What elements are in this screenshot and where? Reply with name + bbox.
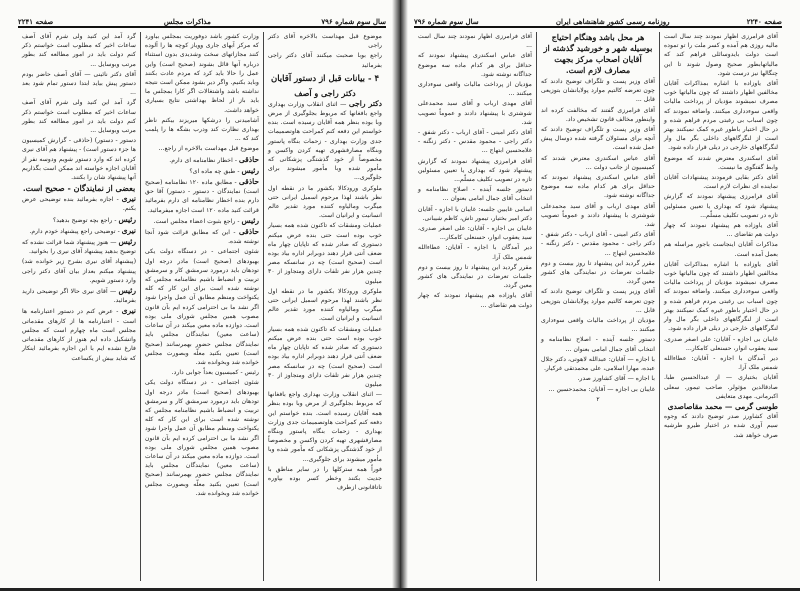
paragraph: — اثنای انقلاب وزارت بهداری واجع بافغانها که مربوط بجلوگیری از مرض وبا بوده بنظر همه آقایان رسیده است. بنده خواستم این دفعه کنم کمراحت هاوتصمیمات جدی وزارت بهداری - زحمات بنگاه پاستور وبنگاه مصارفشهری تهیه کردن واکسن و مخصوصاً از خود گذشتگی پزشکانی که مأمور شده وبا مأمور میشوند برای جلوگیری... (268, 391, 382, 463)
paragraph: آقای دکتر امینی - آقای ارباب - دکتر شفق - دکتر راجی - محمود مقدس - دکتر زنگنه - غلامحسین ابتهاج ... (541, 231, 655, 257)
speech-text: هنوز پیشنهاد شما قرائت نشده که توضیح بدهید پیشنهاد آقای نیری را بخوانید. (22, 239, 136, 256)
vote-line: با اجازه — آقای کشاورز صدر. (577, 375, 655, 383)
speaker-line (268, 99, 382, 183)
paragraph: دیر آمدگان با اجازه - آقایان: عطاءالله شمس ملک آرا. (664, 354, 778, 372)
speaker-line: نیری - اجازه بفرمائید بنده توضیحی عرض بکنم. (22, 194, 136, 213)
left-page-number: صفحه ۲۲۴۱ (18, 17, 54, 26)
paragraph: آقای مهدی ارباب و آقای سید محمدعلی شوشتری با پیشنهاد دادند و عموماً تصویب شد. (418, 100, 532, 126)
right-page (400, 0, 800, 591)
speech-text: راجع بثبوت اعضاء مجلس است. (153, 217, 236, 225)
speaker-name: حاذقی (238, 154, 259, 164)
speaker-line: رئیس - راجع بثبوت اعضاء مجلس است. (153, 215, 259, 225)
paragraph: آقای دکتر امینی - آقای ارباب - دکتر شفق - دکتر راجی - محمود مقدس - دکتر زنگنه - غلامحسین ابتهاج ... (418, 129, 532, 155)
paragraph: عملیات ومشقات که تاکنون شده همه بسیار خوب بوده است حتی بنده عرض میکنم دستوری که صادر شده که تاپایان چهار ماه ضعف آنتی قرار دهند دوبرابر اداره بیاد بوده است (صحیح است) چه در سانسکه مصر چندین هزار نفر تلفات دارای ومتجاوز از ۳۰ میلیون (268, 325, 382, 388)
paragraph: آقای وزیر پست و تلگراف توضیح دادند که چون تعرضه کالتیم موارد پولایانشان بتوزیعی قابل ... (541, 78, 655, 104)
paragraph: دستور جلسه آینده - اصلاح نظامنامه و انتخاب آقای جمال امامی بعنوان ... (418, 186, 532, 203)
paragraph: هر محل باشد وهنگام احتیاج بوسیله شهر و خورشید گذشته از آقایان اصحاب مرکز بجهت مصارف لازم است. (543, 32, 653, 75)
speaker-line: نیری - توضیحی راجع پیشنهاد خودم دارم. (29, 225, 136, 235)
paragraph: اسامی غایبین جلسه: غایبان با اجازه - آقایان دکتر امیر بختیار، تیمور تاش، کاظم شیبانی. (418, 205, 532, 222)
paragraph: آقای وزیر پست و تلگراف توضیح دادند که چون تعرضه کالتیم موارد پولایانشان بتوزیعی قابل ... (541, 288, 655, 314)
speaker-name: رئیس (241, 165, 259, 175)
paragraph: آقایان بختیاری — از عبدالحسین طبا. صادقالدین مؤثولر. صاحب تیمور. سعلی اکبرمانی. مهدی متعایفی (664, 374, 778, 400)
paragraph: آقای یاوزاده با اشاره بمذاکرات آقایان مخالفین اظهار داشتند که چون مالیاتها خوب مصرف نمیشوند مؤدیان از پرداخت مالیات واقعی سوءدداری میکنند. واضافه نمودند که چون اسباب بی رغبتی مردم فراهم شده و در حال اختیار باطور غیره کمک نمیکنند بهتر است از لنگرگاههای داخلی بگر مال وار لنگرگاههای خارجی در دیلی قرار داده شود. (664, 260, 778, 333)
speaker-name: رئیس (118, 214, 136, 224)
paragraph: موضوع قبل مهداست بالاخره از راجع... (158, 145, 259, 153)
speech-text: اخطار نظامنامه ای دارم. (169, 156, 233, 164)
paragraph: طوسی گرمی — محمد مقاصاصدی (667, 401, 778, 411)
speaker-line: رئیس - راجع بچه توضیح بدهید؟ (52, 214, 136, 224)
paragraph: شئون اجتماعی - در دستگاه دولت یکی بهبودهای (صحیح است) مادر درجه اول تودهان باید درمورد سرمشق کار و سرمشق تربیت و انضباط باشیم نظامنامه مجلس که نوشته شده است برای این کار که کله یکنواخت ومنظم مطابق آن عمل واجرا شود اگر نشد ما بی احترامی کرده ایم بآن قانون مصوب همین مجلس شورای ملی بوده است. دوازده ماده معین میکند در آن ساعات (ساعت معین) نمایندگان مجلس باید نمایندگان مجلس حضور بهمرسانند (صحیح است) تعیین بکنید معلّه وبصورت مجلس خوانده شد وبخوانده شد. (145, 248, 259, 366)
paragraph: دستور جلسه آینده - اصلاح نظامنامه و انتخاب آقای جمال امامی بعنوان ... (541, 336, 655, 353)
left-issue-number: سال سوم شماره ۷۹۶ (321, 17, 386, 26)
paragraph: آقای اسکندری معترض شدند که موضوع وابط گفتگوی ما نیست. (664, 154, 778, 171)
paragraph: غایبان بی اجازه - آقایان: علی اصغر صدری، سید یعقوب انوار، حسنعلی کامکار... (418, 225, 532, 242)
right-issue-number: سال سوم شماره ۷۹۶ (414, 17, 479, 26)
speech-text: آقای نیری حالا اگر توضیحی دارید بفرمائید. (22, 288, 136, 305)
paragraph: ملوکری ورودکالا بکشور ما در نقطه اول نظر باشند لهذا مرحوم اسمیل ایرانی حتی میگرب ومالیاوه کننده مورد تقدیر عالم انسانیت و ایرانیان است. (268, 287, 382, 323)
speaker-line: رئیس — هنوز پیشنهاد شما قرائت نشده که توضیح بدهید پیشنهاد آقای نیری را بخوانید. (22, 237, 136, 256)
paragraph: ملوکری ورودکالا بکشور ما در نقطه اول نظر باشند لهذا مرحوم اسمیل ایرانی حتی میگرب ومالیاوه کننده مورد تقدیر عالم انسانیت و ایرانیان است. (268, 184, 382, 220)
paragraph: موضوع قبل مهداست بالاخره آقای دکتر راجی (268, 33, 382, 50)
speaker-line: حاذقی - اخطار نظامنامه ای دارم. (169, 154, 259, 164)
right-page-number: صفحه ۲۲۴۰ (746, 17, 782, 26)
speech-text: — اثنای انقلاب وزارت بهداری واجع بافغانها که مربوط بجلوگیری از مرض وبا بوده بنظر همه آقایان رسیده است. بنده خواستم این دفعه کنم کمراحت هاوتصمیمات جدی وزارت بهداری - زحمات بنگاه پاستور وبنگاه مصارفشهری تهیه کردن واکسن و مخصوصاً از خود گذشتگی پزشکانی که مأمور شده وبا مأمور میشوند برای جلوگیری... (268, 100, 382, 182)
speech-text: توضیحی راجع پیشنهاد خودم دارم. (29, 227, 116, 235)
speaker-line: رئیس — آقای نیری حالا اگر توضیحی دارید بفرمائید. (22, 286, 136, 305)
speaker-name: رئیس (118, 286, 136, 296)
speaker-name: رئیس (118, 237, 136, 247)
speaker-line: نیری - عرض کنم در دستور اعتبارنامه ها است - اعتبارنامه ها از کارهای مقدماتی مجلس است ماه چهارم است که مجلس واتشکیل داده ایم هنوز از کارهای مقدماتی فارغ نشده ایم با این اجازه بفرمائید اینکار که شاید بیش از یکساعت (22, 306, 136, 362)
paragraph: آقای فرامرزی پیشنهاد نمودند که گزارش پیشنهاد شود که بهداری یا تعیین مسئولین تازه در تصویب تکلیف مسلّم... (418, 157, 532, 184)
right-columns (414, 32, 782, 581)
paragraph: آقای فرامرزی پیشنهاد نمودند که گزارش پیشنهاد شود که بهداری یا تعیین مسئولین تازه در تصویب تکلیف مسلّم... (664, 193, 778, 219)
right-page-title: روزنامه رسمی کشور شاهنشاهی ایران (555, 17, 670, 26)
left-col-2 (140, 32, 263, 581)
paragraph: گرد آمد این کنید ولی شرم آقای آصف ساعات اخیر که مطلوب است خواستم ذکر کنم دولت باید در امور مطالعه کند بطور مرتب وبوسایل ... (22, 99, 136, 135)
paragraph: آقای یاوزاده هم پیشنهاد نمودند که چهار دولت هم تقاضای ... (418, 292, 532, 309)
speaker-name: رئیس (241, 215, 259, 225)
vote-line: با اجازه — آقایان: عبدالله لاهوتی، دکتر جلال عبده، مهارا اسلامی، علی محمدتقی غرکیار. (541, 355, 655, 373)
right-col-2 (536, 32, 659, 581)
paragraph: آقای یاوزاده هم پیشنهاد نمودند که چهار دولت هم تقاضای ... (664, 222, 778, 239)
paragraph: غایبان بی اجازه - آقایان: علی اصغر صدری، سید یعقوب انوار، حسنعلی کامکار... (664, 335, 778, 352)
paragraph: گرد آمد این کنید ولی شرم آقای آصف ساعات اخیر که مطلوب است خواستم ذکر کنم دولت باید در امور مطالعه کند بطور مرتب وبوسایل ... (22, 33, 136, 68)
paragraph: راجع بوبا صحبت میکنند آقای دکتر راجی بفرمائید (268, 52, 382, 69)
speaker-name: حاذقی (238, 227, 259, 237)
vote-line: غایبان بی اجازه — آقایان: محمدحسین ... (548, 385, 655, 393)
section-heading: بعضی از نمایندگان - صحیح است. (22, 183, 136, 194)
speaker-name: دکتر راجی (348, 98, 382, 108)
paragraph: شئون اجتماعی - در دستگاه دولت یکی بهبودهای (صحیح است) مادر درجه اول تودهان باید درمورد سرمشق کار و سرمشق تربیت و انضباط باشیم نظامنامه مجلس که نوشته شده است برای این کار که کله یکنواخت ومنظم مطابق آن عمل واجرا شود اگر نشد ما بی احترامی کرده ایم بآن قانون مصوب همین مجلس شورای ملی بوده است. دوازده ماده معین میکند در آن ساعات (ساعت معین) نمایندگان مجلس باید نمایندگان مجلس حضور بهمرسانند (صحیح است) تعیین بکنید معلّه وبصورت مجلس خوانده شد وبخوانده شد. (145, 379, 259, 497)
paragraph: آقای دکتر بقایی فرمودند پیشنهادات آقایان نماینده ای نظرات لازم است. (664, 174, 778, 191)
speaker-line: حاذقی - مطابق ماده ۱۲۰ نظامنامه (صحیح است) نمایندگان - دستور - دستور) آقا حق دارم بنده اخطار نظامنامه ای دارم بفرمائید قرائت کنید ماده ۱۲۰ است اجازه میفرمائید. (145, 177, 259, 214)
header-rule (414, 26, 782, 28)
gutter-shadow (400, 0, 408, 591)
paragraph: مقرر گردید این پیشنهاد تا روز بیست و دوم جلسات تعرضات در نمایندگی های کشور معین گردد. (541, 259, 655, 286)
paragraph: آقای کشاورز صدر توضیح دادند که وجوه سیم آوری شده در اختیار طیرو طرشیه صرف خواهد شد. (664, 413, 778, 439)
speaker-line: حاذقی - این که مطابق قرائت شود آنجا نوشته شده. (145, 227, 259, 246)
paragraph: آقای فرامرزی اظهار نمودند چند سال است مالیه روزی هم آمده و کسر ملت را تو تموده است دولت بایدوسائلی فراهم کند که مالیاتهابطور صحیح وصول شوند تا این چنگالها نیز درست شود. (664, 33, 778, 77)
left-columns (18, 32, 386, 581)
paragraph: فوراً همه سترکلها را در سایر مناطق با جدیت بکنند وخطر کسر بوده بپاوره تاتاقانونی ازطرف (268, 465, 382, 492)
speech-text: اجازه بفرمائید بنده توضیحی عرض بکنم. (22, 196, 136, 213)
gutter-shadow (392, 0, 400, 591)
speech-text: مطابق ماده ۱۲۰ نظامنامه (صحیح است) نمایندگان - دستور - دستور) آقا حق دارم بنده اخطار نظامنامه ای دارم بفرمائید قرائت کنید ماده ۱۲۰ است اجازه میفرمائید. (145, 179, 259, 214)
paragraph: آقای عباس اسکندری پیشنهاد نمودند که حداقل برای هر کدام ماده سه موضوع جداگانه نوشته شود. (418, 52, 532, 78)
right-col-1 (414, 32, 536, 581)
paragraph: دستور - دستور) (حاذقی - گزارش کمیسیون ها جزء دستور است) - پیشنهاد هم آقای نیری کرده اند که وارد دستور شویم ودوسه نفر از آقایان اجازه خواسته اند ممکن است بگذاریم آنها پیشنهاد شان را بکنند. (22, 137, 136, 182)
paragraph: آقای فرامرزی اظهار نمودند چند سال است ... (418, 33, 532, 50)
speaker-name: نیری (121, 306, 136, 316)
paragraph: (پیشنهاد آقای نیری بشرح زیر خوانده شد) پیشنهاد میکنم بعداز بیان آقای دکتر راجی وارد دستور شویم. (22, 258, 136, 284)
paragraph: آقای یاوزاده با اشاره بمذاکرات آقایان مخالفین اظهار داشتند که چون مالیاتها خوب مصرف نمیشوند مؤدیان از پرداخت مالیات واقعی سوءدداری میکنند. واضافه نمودند که چون اسباب بی رغبتی مردم فراهم شده و در حال اختیار باطور غیره کمک نمیکنند بهتر است از لنگرگاههای داخلی بگر مال وار لنگرگاههای خارجی در دیلی قرار داده شود. (664, 80, 778, 152)
paragraph: وزارت کشور باشد دوفوریت بمجلس بیاورد که مرکز آبهای جاری وویاز کوچه ها را آلوده کنند مجازاتهای سخت وشدیدی بدون استثناء درباره آنها قائل بشوند (صحیح است) واین عمل را حالا باید کرد که مردم عادت بکنند وباید بکنیم. واگر دیر بشود ممکن است نتیجه نداشته باشد واشتغالات اگر کارا بمجلس ما باید باز از لحاظ بهداشتی نتایج بسیاری خواهد داشت. (145, 33, 259, 114)
paragraph: آقای دکتر نائینی — آقای آصف حاضر بودم دستور پیش بیاید ابتدا دستور تمام شود بعد ... (22, 70, 136, 97)
speech-text: عرض کنم در دستور اعتبارنامه ها است - اعتبارنامه ها از کارهای مقدماتی مجلس است ماه چهارم است که مجلس واتشکیل داده ایم هنوز از کارهای مقدماتی فارغ نشده ایم با این اجازه بفرمائید اینکار که شاید بیش از یکساعت (22, 308, 136, 362)
paragraph: مؤدیان از پرداخت مالیات واقعی سوءداری میکنند ... (418, 81, 532, 98)
speaker-name: نیری (121, 225, 136, 235)
paragraph: آقای عباس اسکندری پیشنهاد نمودند که حداقل برای هر کدام ماده سه موضوع جداگانه نوشته شود. (541, 174, 655, 200)
right-page-header (414, 8, 782, 26)
left-page-title: مذاکرات مجلس (163, 17, 211, 26)
right-col-3 (659, 32, 782, 581)
section-title: ۴ - بیانات قبل از دستور آقایان (270, 73, 380, 84)
paragraph: آقای عباس اسکندری معترض شدند که کمیسیون از جانب دولت ... (541, 154, 655, 171)
left-col-3 (263, 32, 386, 581)
paragraph: مقرر گردید این پیشنهاد تا روز بیست و دوم جلسات تعرضات در نمایندگی های کشور معین گردد. (418, 263, 532, 290)
speaker-line: رئیس - طبق چه ماده ای؟ (189, 165, 259, 175)
paragraph: آقای مهدی ارباب و آقای سید محمدعلی شوشتری با پیشنهاد دادند و عموماً تصویب شد. (541, 202, 655, 229)
speech-text: این که مطابق قرائت شود آنجا نوشته شده. (145, 229, 259, 246)
speaker-name: حاذقی (238, 177, 259, 187)
paragraph: آشامیدنی را درشکها میریزند بیکنم ناظر بهداری نظارت کند ودرب بشگه ها را پلمب کند که ... (145, 116, 259, 143)
paragraph: آقای فرامرزی گفتند که مخالفت کرده اند واینطور مخالف قانون تشخیص داد. (541, 106, 655, 123)
left-col-1 (18, 32, 140, 581)
page-marker: ۲ (596, 395, 600, 403)
paragraph: رئیس - کمیسیون بعداً جوابی دارد. (171, 369, 259, 377)
paragraph: آقای وزیر پست و تلگراف توضیح دادند که آنچه برای مسئولان گرفته شده دوسال پیش عمل شده است. (541, 126, 655, 152)
header-rule (18, 26, 386, 28)
speaker-name: نیری (121, 194, 136, 204)
paragraph: عملیات ومشقات که تاکنون شده همه بسیار خوب بوده است حتی بنده عرض میکنم دستوری که صادر شده که تاپایان چهار ماه ضعف آنتی قرار دهند دوبرابر اداره بیاد بوده است (صحیح است) چه در سانسکه مصر چندین هزار نفر تلفات دارای ومتجاوز از ۳۰ میلیون (268, 222, 382, 285)
left-page-header (18, 8, 386, 26)
paragraph: مذاکرات آقایان اینجاست باجور مراسله هم بعمل آمده است. (664, 241, 778, 258)
paragraph: مؤدیان از پرداخت مالیات واقعی سوءداری میکنند ... (541, 317, 655, 334)
paragraph: دیر آمدگان با اجازه - آقایان: عطاءالله شمس ملک آرا. (418, 244, 532, 261)
speech-text: طبق چه ماده ای؟ (189, 167, 236, 175)
speech-text: راجع بچه توضیح بدهید؟ (52, 216, 113, 224)
section-subtitle: دکتر راجی و آصف (294, 87, 356, 98)
